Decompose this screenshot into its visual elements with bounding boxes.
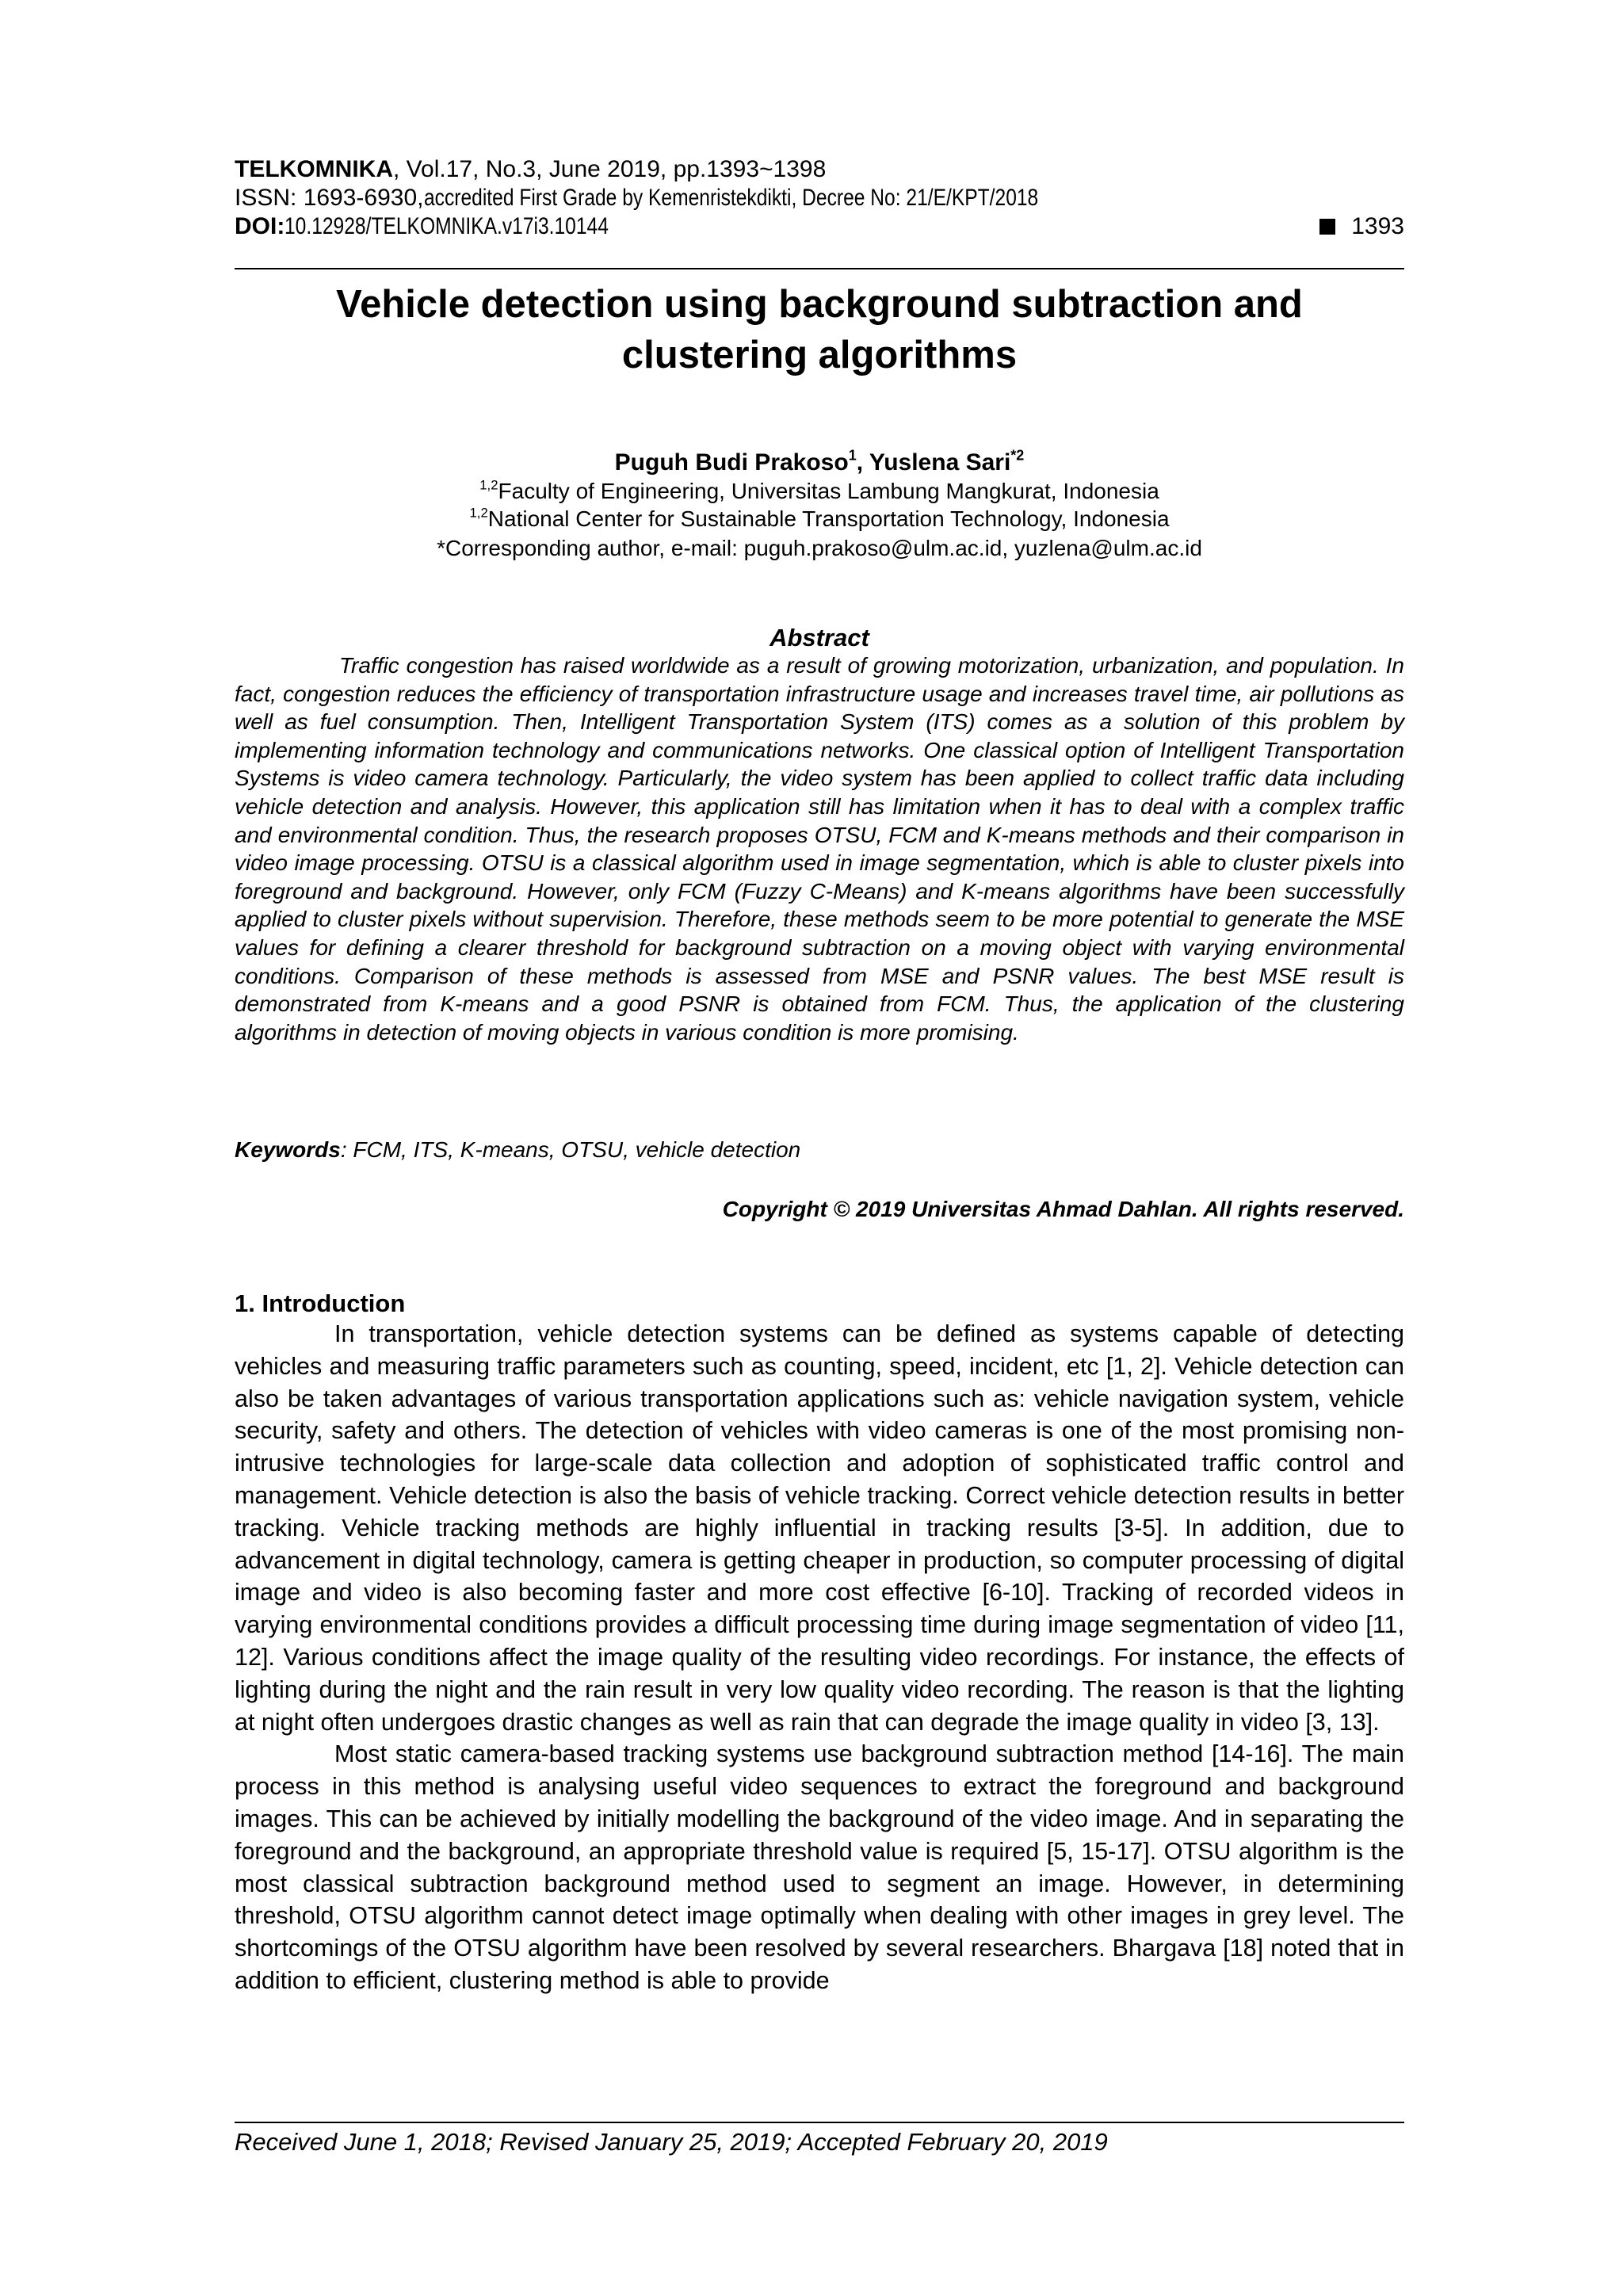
doi-label: DOI:	[235, 213, 285, 239]
author-2-sup: *2	[1010, 447, 1025, 464]
doi-line	[235, 212, 1404, 241]
title-line-1: Vehicle detection using background subtraction and	[336, 283, 1303, 326]
corresponding-author: *Corresponding author, e-mail: puguh.prakoso@ulm.ac.id, yuzlena@ulm.ac.id	[437, 536, 1202, 560]
author-2: Yuslena Sari	[869, 449, 1011, 476]
page-number: 1393	[1351, 213, 1404, 239]
journal-line	[235, 155, 1404, 184]
keywords	[235, 1136, 1404, 1164]
introduction-body	[235, 1318, 1404, 1997]
keywords-label: Keywords	[235, 1137, 341, 1162]
accreditation: accredited First Grade by Kemenristekdikti, Decree No: 21/E/KPT/2018	[423, 185, 1038, 211]
volume-info: , Vol.17, No.3, June 2019, pp.1393~1398	[392, 156, 827, 182]
header-rule	[235, 268, 1404, 269]
keywords-text: : FCM, ITS, K-means, OTSU, vehicle detection	[340, 1137, 801, 1162]
copyright-notice: Copyright © 2019 Universitas Ahmad Dahlan. All rights reserved.	[722, 1197, 1404, 1221]
paragraph: In transportation, vehicle detection systems can be defined as systems capable of detecting vehicles and measuring traffic parameters such as counting, speed, incident, etc [1, 2]. Vehicle detection can also be taken advantages of various transportation applications such as: vehicle navigation system, vehicle security, safety and others. The detection of vehicles with video cameras is one of the most promising non-intrusive technologies for large-scale data collection and adoption of sophisticated traffic control and management. Vehicle detection is also the basis of vehicle tracking. Correct vehicle detection results in better tracking. Vehicle tracking methods are highly influential in tracking results [3-5]. In addition, due to advancement in digital technology, camera is getting cheaper in production, so computer processing of digital image and video is also becoming faster and more cost effective [6-10]. Tracking of recorded videos in varying environmental conditions provides a difficult processing time during image segmentation of video [11, 12]. Various conditions affect the image quality of the resulting video recordings. For instance, the effects of lighting during the night and the rain result in very low quality video recording. The reason is that the lighting at night often undergoes drastic changes as well as rain that can degrade the image quality in video [3, 13].	[235, 1320, 1404, 1736]
square-bullet-icon	[1319, 219, 1335, 235]
paper-title	[235, 279, 1404, 380]
abstract-heading: Abstract	[769, 624, 869, 651]
paragraph: Most static camera-based tracking systems use background subtraction method [14-16]. The main process in this method is analysing useful video sequences to extract the foreground and background images. This can be achieved by initially modelling the background of the video image. And in separating the foreground and the background, an appropriate threshold value is required [5, 15-17]. OTSU algorithm is the most classical subtraction background method used to segment an image. However, in determining threshold, OTSU algorithm cannot detect image optimally when dealing with other images in grey level. The shortcomings of the OTSU algorithm have been resolved by several researchers. Bhargava [18] noted that in addition to efficient, clustering method is able to provide	[235, 1740, 1404, 1994]
title-line-2: clustering algorithms	[621, 334, 1018, 376]
running-header	[235, 155, 1404, 241]
author-list	[235, 448, 1404, 478]
author-separator: ,	[856, 449, 869, 476]
affiliation-1-text: Faculty of Engineering, Universitas Lambung Mangkurat, Indonesia	[498, 479, 1159, 503]
doi-value: 10.12928/TELKOMNIKA.v17i3.10144	[285, 213, 609, 239]
paper-page	[235, 0, 1404, 2296]
affiliation-1	[235, 478, 1404, 505]
issn: ISSN: 1693-6930,	[235, 185, 424, 211]
received-dates: Received June 1, 2018; Revised January 25, 2019; Accepted February 20, 2019	[235, 2128, 1108, 2156]
section-heading-introduction: 1. Introduction	[235, 1289, 406, 1317]
affiliation-2-text: National Center for Sustainable Transportation Technology, Indonesia	[487, 506, 1170, 531]
journal-name: TELKOMNIKA	[235, 156, 393, 182]
footer-rule	[235, 2122, 1404, 2123]
affiliation-2	[235, 506, 1404, 533]
author-1: Puguh Budi Prakoso	[614, 449, 849, 476]
affiliation-1-sup: 1,2	[479, 477, 498, 493]
abstract-text: Traffic congestion has raised worldwide as a result of growing motorization, urbanization, and population. In fact, congestion reduces the efficiency of transportation infrastructure usage and increases travel time, air pollutions as well as fuel consumption. Then, Intelligent Transportation System (ITS) comes as a solution of this problem by implementing information technology and communications networks. One classical option of Intelligent Transportation Systems is video camera technology. Particularly, the video system has been applied to collect traffic data including vehicle detection and analysis. However, this application still has limitation when it has to deal with a complex traffic and environmental condition. Thus, the research proposes OTSU, FCM and K-means methods and their comparison in video image processing. OTSU is a classical algorithm used in image segmentation, which is able to cluster pixels into foreground and background. However, only FCM (Fuzzy C-Means) and K-means algorithms have been successfully applied to cluster pixels without supervision. Therefore, these methods seem to be more potential to generate the MSE values for defining a clearer threshold for background subtraction on a moving object with varying environmental conditions. Comparison of these methods is assessed from MSE and PSNR values. The best MSE result is demonstrated from K-means and a good PSNR is obtained from FCM. Thus, the application of the clustering algorithms in detection of moving objects in various condition is more promising.	[235, 653, 1404, 1045]
issn-line	[235, 184, 1404, 212]
affiliation-2-sup: 1,2	[469, 505, 488, 521]
page-number-block	[1319, 212, 1404, 241]
author-1-sup: 1	[848, 447, 857, 464]
